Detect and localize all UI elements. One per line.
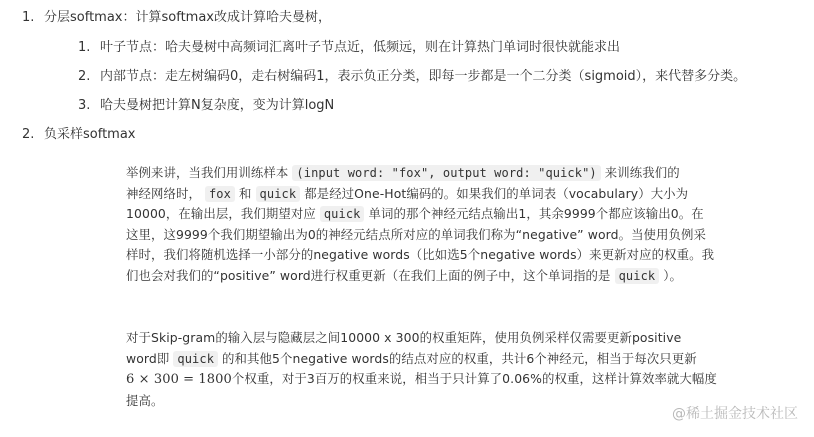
text-span: 都是经过One-Hot编码的。如果我们的单词表（vocabulary）大小为 — [300, 185, 689, 201]
paragraph-line: 这里，这9999个我们期望输出为0的神经元结点所对应的单词我们称为“negative” word。当使用负例采 — [126, 226, 707, 242]
math-expression: 6 × 300 = 1800 — [126, 372, 232, 388]
sublist-number: 3. — [78, 98, 91, 113]
text-span: 个权重，对于3百万的权重来说，相当于只计算了0.06%的权重，这样计算效率就大幅度 — [231, 371, 717, 387]
text-span: 神经网络时， — [126, 185, 205, 201]
text-span: 来训练我们的 — [600, 165, 680, 180]
sublist-number: 1. — [78, 40, 91, 55]
paragraph-line — [126, 184, 738, 205]
text-span: 和 — [234, 185, 256, 201]
list-number: 2. — [22, 127, 35, 142]
sublist-item-leaf-node: 叶子节点：哈夫曼树中高频词汇离叶子节点近，低频远，则在计算热门单词时很快就能求出 — [100, 40, 621, 55]
text-span: 举例来讲，当我们用训练样本 — [126, 165, 293, 180]
paragraph-line: 对于Skip-gram的输入层与隐藏层之间10000 x 300的权重矩阵，使用负例采样仅需要更新positive — [126, 330, 682, 345]
paragraph-line — [126, 204, 738, 225]
text-span: 的和其他5个negative words的结点对应的权重，共计6个神经元，相当于每次只更新 — [218, 350, 697, 366]
text-span: ）。 — [659, 267, 683, 283]
list-item-hierarchical-softmax: 分层softmax：计算softmax改成计算哈夫曼树， — [44, 10, 331, 25]
sublist-item-complexity: 哈夫曼树把计算N复杂度，变为计算logN — [100, 98, 335, 113]
sublist-number: 2. — [78, 69, 91, 84]
list-item-negative-sampling: 负采样softmax — [44, 127, 136, 142]
list-number: 1. — [22, 10, 35, 25]
paragraph-line — [126, 266, 738, 287]
text-span: 单词的那个神经元结点输出1，其余9999个都应该输出0。在 — [364, 206, 704, 222]
inline-code: quick — [615, 268, 660, 284]
text-span: 们也会对我们的“positive” word进行权重更新（在我们上面的例子中，这个单词指的是 — [126, 267, 615, 283]
paragraph-line — [126, 369, 738, 391]
text-span: 10000，在输出层，我们期望对应 — [126, 206, 320, 222]
paragraph-line: 样时，我们将随机选择一小部分的negative words（比如选5个negative words）来更新对应的权重。我 — [126, 247, 715, 263]
paragraph-line: 提高。 — [126, 392, 164, 408]
inline-code: quick — [256, 186, 301, 202]
paragraph-line — [126, 349, 738, 370]
inline-code: (input word: "fox", output word: "quick") — [292, 165, 600, 181]
watermark: @稀土掘金技术社区 — [672, 406, 798, 422]
inline-code: fox — [205, 186, 235, 202]
paragraph-line — [126, 163, 738, 184]
text-span: word即 — [126, 350, 174, 366]
sublist-item-internal-node: 内部节点：走左树编码0，走右树编码1，表示负正分类，即每一步都是一个二分类（sigmoid），来代替多分类。 — [100, 69, 747, 84]
inline-code: quick — [173, 351, 218, 367]
inline-code: quick — [320, 206, 365, 222]
quote-paragraph-2 — [126, 328, 738, 411]
quote-paragraph-1 — [126, 163, 738, 287]
